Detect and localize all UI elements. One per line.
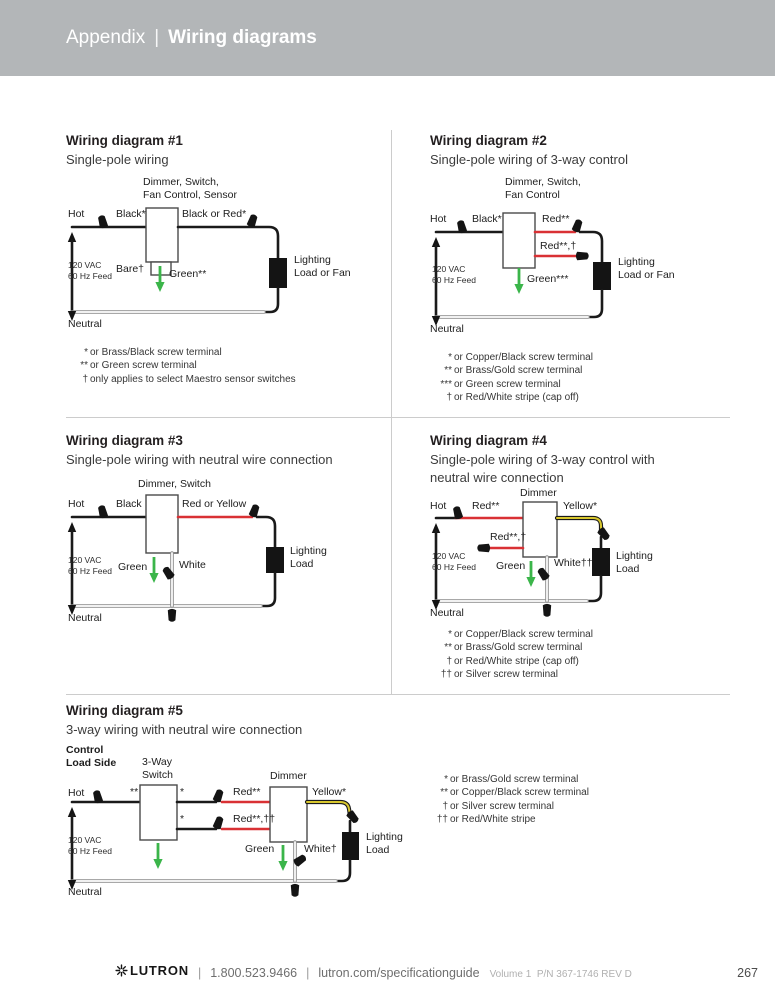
diagram-2-footnotes (432, 351, 593, 405)
switch-label-line2: Switch (142, 769, 173, 781)
footnote: * or Copper/Black screw terminal (448, 352, 593, 363)
load-return-wire (588, 290, 602, 317)
dimmer-box (270, 787, 307, 842)
yellow-wire-label: Yellow* (312, 786, 347, 798)
horizontal-divider-2 (66, 694, 730, 695)
load-label-line2: Load (290, 558, 314, 570)
diagram-4-title: Wiring diagram #4 (430, 433, 547, 448)
footer-volume-info: Volume 1 P/N 367-1746 REV D (489, 969, 632, 980)
feed-label-line2: 60 Hz Feed (432, 562, 476, 572)
page-number: 267 (737, 966, 758, 980)
feed-label-line1: 120 VAC (432, 551, 466, 561)
header-divider: | (154, 27, 160, 48)
ground-arrow-icon (514, 268, 523, 294)
diagram-5-footnotes (428, 773, 589, 827)
feed-label-line1: 120 VAC (68, 835, 102, 845)
footnote: ** or Brass/Gold screw terminal (444, 365, 583, 377)
neutral-label: Neutral (68, 886, 102, 898)
neutral-label: Neutral (430, 607, 464, 619)
wiring-diagram-4 (430, 433, 730, 693)
ground-label: Green*** (527, 273, 569, 285)
feed-label-line1: 120 VAC (432, 264, 466, 274)
footnote: ** or Green screw terminal (80, 360, 197, 372)
footnote: * or Brass/Gold screw terminal (444, 774, 579, 785)
control-side-label-line1: Control (66, 744, 104, 756)
junction-nut-icon (291, 884, 299, 897)
wire-out-label: Red** (542, 213, 570, 225)
vertical-divider (391, 130, 392, 694)
wire-out-label: Black or Red* (182, 208, 247, 220)
diagram-4-subtitle-line1: Single-pole wiring of 3-way control with (430, 452, 655, 467)
cap-off-nut-icon (477, 544, 490, 552)
ground-label: Green (245, 843, 275, 855)
diagram-5-title: Wiring diagram #5 (66, 703, 183, 718)
hot-label: Hot (68, 498, 85, 510)
device-box (146, 208, 178, 262)
page-header (0, 0, 775, 76)
feed-label-line2: 60 Hz Feed (432, 275, 476, 285)
footnote: * or Brass/Black screw terminal (84, 347, 222, 358)
diagram-3-graphic (66, 433, 390, 683)
device-label-line1: Dimmer, Switch, (505, 176, 581, 188)
red-wire-label-1: Red** (233, 786, 261, 798)
neutral-label: Neutral (68, 612, 102, 624)
switch-label-line1: 3-Way (142, 756, 172, 768)
capped-wire-label: Red**,† (490, 531, 527, 543)
hot-label: Hot (68, 787, 85, 799)
device-box (146, 495, 178, 553)
footnote: *** or Green screw terminal (440, 378, 561, 390)
footnote: †† or Red/White stripe (436, 814, 536, 826)
load-label-line2: Load or Fan (618, 269, 675, 281)
ground-arrow-icon (149, 557, 158, 583)
lutron-sunburst-icon (115, 964, 128, 977)
diagram-4-footnotes (432, 628, 593, 682)
dimmer-label: Dimmer (270, 770, 307, 782)
footnote: ** or Copper/Black screw terminal (440, 787, 589, 799)
diagram-2-title: Wiring diagram #2 (430, 133, 547, 148)
neutral-label: Neutral (430, 323, 464, 335)
load-return-wire (261, 573, 275, 606)
red-wire-label-2: Red**,†† (233, 813, 276, 825)
feed-label-line2: 60 Hz Feed (68, 271, 112, 281)
hot-label: Hot (430, 213, 447, 225)
device-label-line2: Fan Control (505, 189, 560, 201)
junction-nut-icon (543, 604, 551, 617)
hot-label: Hot (430, 500, 447, 512)
cap-off-nut-icon (576, 252, 589, 260)
load-label-line1: Lighting (618, 256, 655, 268)
footnote: * or Copper/Black screw terminal (448, 629, 593, 640)
footer-site-link[interactable]: lutron.com/specificationguide (318, 966, 480, 980)
load-box (592, 548, 610, 576)
diagram-4-subtitle-line2: neutral wire connection (430, 470, 564, 485)
footnote: † only applies to select Maestro sensor switches (82, 373, 296, 385)
load-return-wire (264, 288, 278, 312)
neutral-label: Neutral (68, 318, 102, 330)
header-section: Appendix (66, 27, 146, 48)
ground-label: Green** (169, 268, 207, 280)
load-wire (178, 227, 278, 258)
wire-out-label: Yellow* (563, 500, 598, 512)
wire-in-label: Black (116, 498, 142, 510)
ground-label: Green (496, 560, 526, 572)
load-label-line1: Lighting (366, 831, 403, 843)
wiring-diagram-1 (66, 133, 390, 417)
load-label-line2: Load or Fan (294, 267, 351, 279)
page-footer (115, 963, 758, 980)
white-wire-label: White† (304, 843, 337, 855)
footnote: † or Red/White stripe (cap off) (446, 392, 579, 404)
wire-in-label: Black* (116, 208, 146, 220)
footer-separator: | (197, 966, 202, 980)
marker-out-label-1: * (180, 786, 185, 798)
diagram-1-title: Wiring diagram #1 (66, 133, 183, 148)
diagram-1-footnotes (68, 346, 296, 386)
device-label-line1: Dimmer, Switch, (143, 176, 219, 188)
diagram-3-title: Wiring diagram #3 (66, 433, 183, 448)
marker-in-label: ** (130, 786, 139, 798)
wire-in-label: Red** (472, 500, 500, 512)
brand-name: LUTRON (130, 963, 189, 978)
load-box (593, 262, 611, 290)
load-label-line2: Load (616, 563, 640, 575)
device-box (503, 213, 535, 268)
device-label-line2: Fan Control, Sensor (143, 189, 237, 201)
footnote: † or Silver screw terminal (442, 800, 554, 812)
marker-out-label-2: * (180, 813, 185, 825)
load-return-wire (587, 576, 601, 601)
capped-wire-label: Red**,† (540, 240, 577, 252)
feed-label-line1: 120 VAC (68, 555, 102, 565)
feed-label-line1: 120 VAC (68, 260, 102, 270)
device-label: Dimmer (520, 487, 557, 499)
load-wire (257, 517, 275, 547)
footer-phone: 1.800.523.9466 (210, 966, 298, 980)
horizontal-divider-1 (66, 417, 730, 418)
wiring-diagram-2 (430, 133, 730, 417)
feed-label-line2: 60 Hz Feed (68, 846, 112, 856)
ground-label: Green (118, 561, 148, 573)
load-label-line1: Lighting (294, 254, 331, 266)
diagram-2-subtitle: Single-pole wiring of 3-way control (430, 152, 628, 167)
wire-out-label: Red or Yellow (182, 498, 247, 510)
load-box (342, 832, 359, 860)
lutron-logo (115, 963, 189, 978)
wire-nut-icon (597, 526, 612, 541)
diagram-5-graphic (66, 703, 730, 918)
load-return-wire (336, 860, 350, 881)
load-box (269, 258, 287, 288)
wiring-diagram-3 (66, 433, 390, 683)
junction-nut-icon (168, 609, 176, 622)
footer-separator: | (306, 966, 310, 980)
load-box (266, 547, 284, 573)
switch-box (140, 785, 177, 840)
load-label-line1: Lighting (616, 550, 653, 562)
page-title: Wiring diagrams (168, 27, 317, 48)
device-box (523, 502, 557, 557)
control-side-label-line2: Load Side (66, 757, 117, 769)
ground-arrow-icon (153, 843, 162, 869)
white-wire-label: White (179, 559, 206, 571)
white-wire-label: White†† (554, 557, 593, 569)
ground-arrow-icon (278, 845, 287, 871)
diagram-3-subtitle: Single-pole wiring with neutral wire connection (66, 452, 333, 467)
feed-label-line2: 60 Hz Feed (68, 566, 112, 576)
footnote: ** or Brass/Gold screw terminal (444, 642, 583, 654)
diagram-5-subtitle: 3-way wiring with neutral wire connection (66, 722, 303, 737)
load-label-line2: Load (366, 844, 390, 856)
load-label-line1: Lighting (290, 545, 327, 557)
wiring-diagram-5 (66, 703, 730, 918)
device-label: Dimmer, Switch (138, 478, 211, 490)
bare-label: Bare† (116, 263, 145, 275)
wire-in-label: Black* (472, 213, 502, 225)
diagram-1-subtitle: Single-pole wiring (66, 152, 169, 167)
footnote: † or Red/White stripe (cap off) (446, 655, 579, 667)
footnote: †† or Silver screw terminal (440, 669, 558, 681)
ground-arrow-icon (526, 561, 535, 587)
hot-label: Hot (68, 208, 85, 220)
